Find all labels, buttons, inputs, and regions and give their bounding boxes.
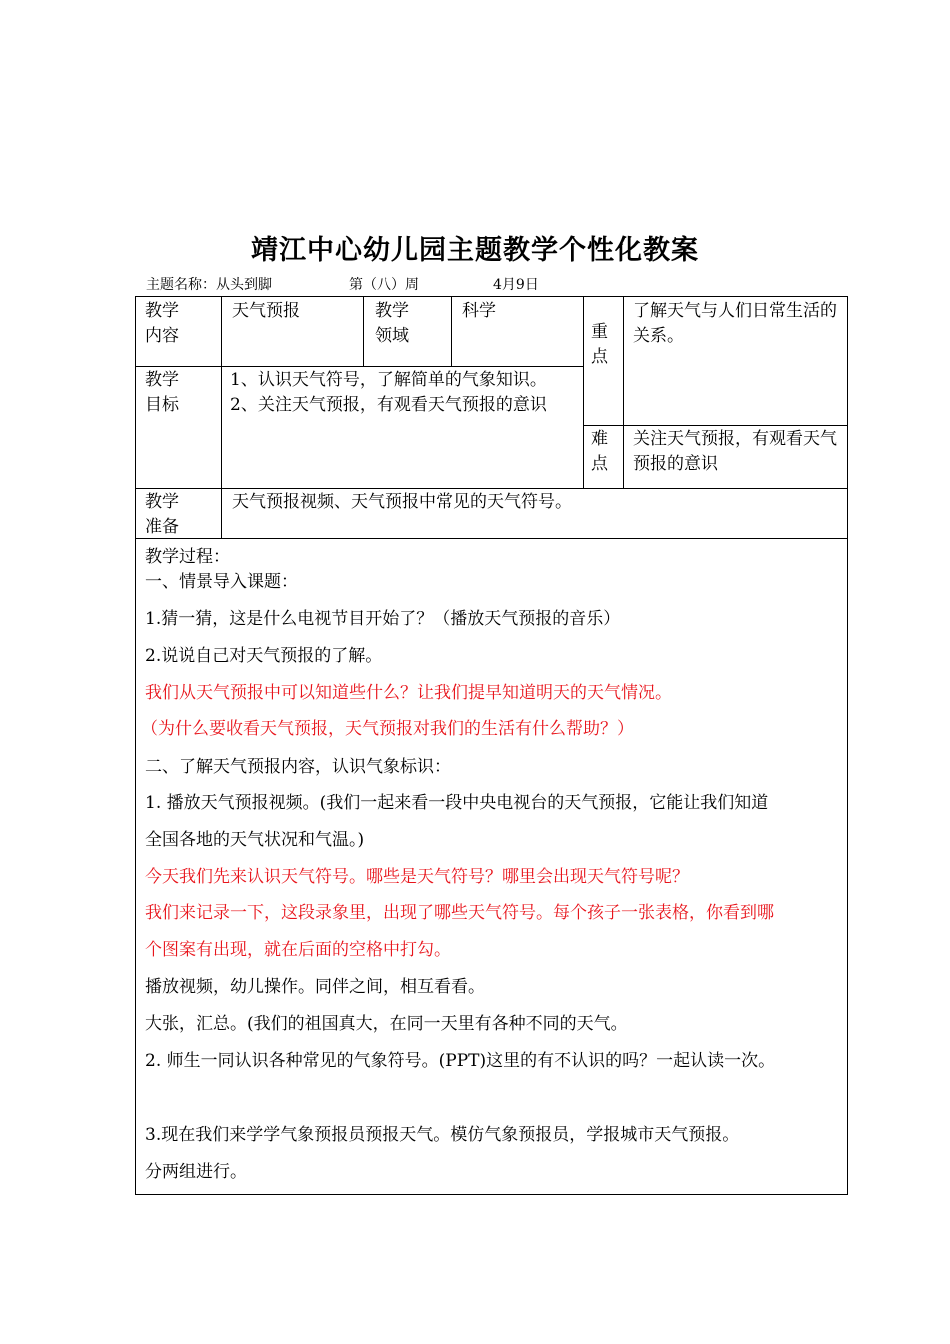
prep-label: 教学准备 (145, 492, 179, 537)
domain-label: 教学领域 (375, 301, 409, 346)
col-divider-1 (363, 296, 364, 366)
content-value: 天气预报 (232, 301, 300, 321)
page-title: 靖江中心幼儿园主题教学个性化教案 (251, 235, 699, 266)
section-2-heading: 二、了解天气预报内容，认识气象标识： (145, 757, 451, 777)
difficulty-label: 难点 (591, 429, 608, 474)
col-divider-3 (583, 296, 584, 488)
lesson-date: 4月9日 (493, 277, 539, 293)
table-border-left (135, 296, 136, 1195)
process-line: 全国各地的天气状况和气温。) (145, 830, 365, 850)
col-divider-4 (623, 296, 624, 488)
lesson-plan-table (135, 296, 848, 1195)
week-number: 第（八）周 (349, 277, 419, 293)
content-label: 教学内容 (145, 301, 179, 346)
process-line: 2.说说自己对天气预报的了解。 (145, 646, 383, 666)
key-value: 了解天气与人们日常生活的关系。 (633, 301, 837, 346)
table-border-bottom (135, 1194, 848, 1195)
row-divider-content (135, 366, 583, 367)
difficulty-value: 关注天气预报，有观看天气预报的意识 (633, 429, 837, 474)
process-line: 大张，汇总。(我们的祖国真大，在同一天里有各种不同的天气。 (145, 1014, 628, 1034)
row-divider-prep (135, 538, 848, 539)
domain-value: 科学 (462, 301, 496, 321)
process-line-highlight: 我们来记录一下，这段录象里，出现了哪些天气符号。每个孩子一张表格，你看到哪 (145, 903, 774, 923)
process-line: 播放视频，幼儿操作。同伴之间，相互看看。 (145, 977, 485, 997)
process-line-highlight: 个图案有出现，就在后面的空格中打勾。 (145, 940, 451, 960)
process-line-highlight: 我们从天气预报中可以知道些什么？让我们提早知道明天的天气情况。 (145, 683, 672, 703)
goal-item-2: 2、关注天气预报，有观看天气预报的意识 (230, 395, 547, 415)
process-line: 2. 师生一同认识各种常见的气象符号。(PPT)这里的有不认识的吗？一起认读一次。 (145, 1051, 776, 1071)
process-line-highlight: 今天我们先来认识天气符号。哪些是天气符号？哪里会出现天气符号呢？ (145, 867, 689, 887)
col-divider-2 (451, 296, 452, 366)
process-line: 分两组进行。 (145, 1162, 247, 1182)
section-1-heading: 一、情景导入课题： (145, 572, 298, 592)
process-line: 1.猜一猜，这是什么电视节目开始了？（播放天气预报的音乐） (145, 609, 621, 629)
prep-value: 天气预报视频、天气预报中常见的天气符号。 (232, 492, 572, 512)
process-line: 3.现在我们来学学气象预报员预报天气。模仿气象预报员，学报城市天气预报。 (145, 1125, 740, 1145)
process-line-highlight: （为什么要收看天气预报，天气预报对我们的生活有什么帮助？） (141, 719, 634, 739)
process-line: 1. 播放天气预报视频。(我们一起来看一段中央电视台的天气预报，它能让我们知道 (145, 793, 769, 813)
goal-item-1: 1、认识天气符号，了解简单的气象知识。 (230, 370, 547, 390)
process-heading: 教学过程： (145, 547, 230, 567)
goal-label: 教学目标 (145, 370, 179, 415)
row-divider-goal (135, 488, 848, 489)
table-border-right (847, 296, 848, 1195)
table-border-top (135, 296, 848, 297)
key-label: 重点 (591, 322, 608, 367)
theme-name: 主题名称：从头到脚 (146, 277, 272, 293)
label-column-divider (221, 296, 222, 538)
